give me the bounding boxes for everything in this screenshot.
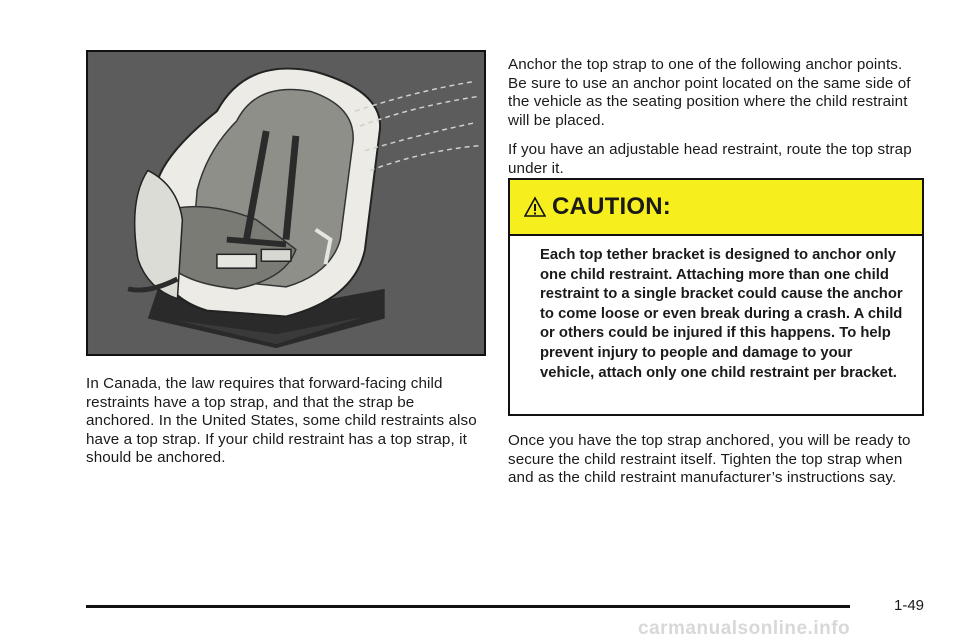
left-paragraph: In Canada, the law requires that forward-facing child restraints have a top strap, and that the strap be anchored. In the United States, some child restraints also have a top strap. If your child restraint has a top strap, it should be anchored. [86,375,477,467]
page-number: 1-49 [894,597,925,614]
warning-triangle-icon [524,196,546,218]
right-column [508,56,924,190]
caution-header [510,180,922,236]
child-seat-illustration [86,50,486,356]
tighten-instructions: Once you have the top strap anchored, you will be ready to secure the child restraint itself. Tighten the top strap when and as the child restraint manufacturer’s instructions say. [508,432,911,487]
footer-rule [86,605,850,608]
buckle [217,254,256,268]
watermark: carmanualsonline.info [638,618,851,639]
head-restraint-instructions: If you have an adjustable head restraint, route the top strap under it. [508,141,912,177]
anchor-instructions: Anchor the top strap to one of the following anchor points. Be sure to use an anchor point located on the same side of the vehicle as the seating position where the child restraint will be placed. [508,56,911,129]
caution-title: CAUTION: [552,193,671,220]
caution-box [508,178,924,416]
caution-text: Each top tether bracket is designed to anchor only one child restraint. Attaching more than one child restraint to a single bracket could cause the anchor to come loose or even break during a crash. A child or others could be injured if this happens. To help prevent injury to people and damage to your vehicle, attach only one child restraint per bracket. [540,247,903,381]
